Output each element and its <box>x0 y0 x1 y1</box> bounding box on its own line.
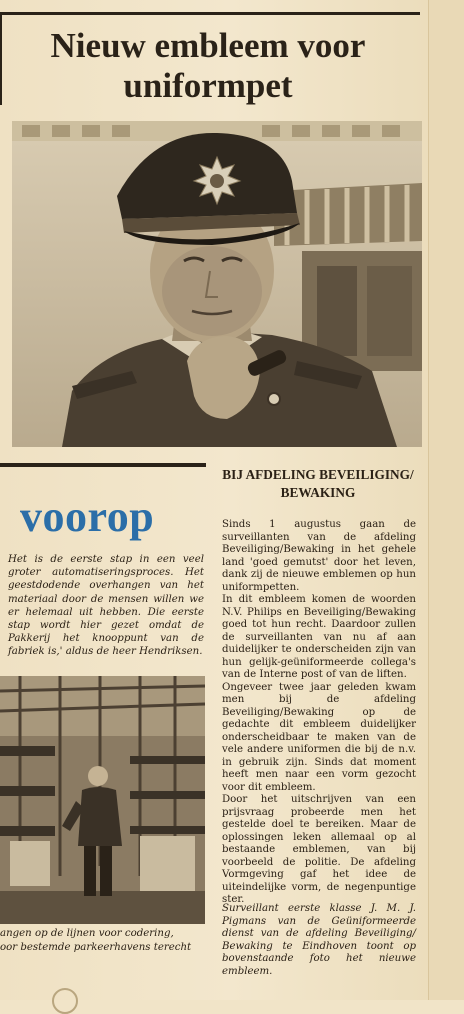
section-rule <box>0 463 206 467</box>
photo-caption: Surveillant eerste klasse J. M. J. Pigmans van de Geüniformeerde dienst van de afdeling Beveiliging/ Bewaking te Eindhoven toont op bovenstaande foto het nieuwe embleem. <box>222 903 416 977</box>
body-paragraph: In dit embleem komen de woorden N.V. Philips en Beveiliging/Bewaking goed tot hun recht. Daardoor zullen de surveillanten van nu af aan duidelijker te onderscheiden zijn van hun gelijk-geüniformeerde collega's van de Interne post of van de liften. <box>222 594 416 680</box>
headline: Nieuw embleem voor uniformpet <box>50 26 366 105</box>
article-subhead: BIJ AFDELING BEVEILIGING/ BEWAKING <box>222 467 414 500</box>
intro-paragraph: Het is de eerste stap in een veel groter automatiseringsproces. Het geestdodende overhangen van het materiaal door de mensen willen we er helemaal uit hebben. Die eerste stap wordt hier gezet omdat de Pakkerij het knooppunt van de fabriek is,' aldus de heer Hendriksen. <box>8 554 204 658</box>
factory-caption-line-2: oor bestemde parkeerhavens terecht <box>0 942 192 953</box>
body-paragraph: Sinds 1 augustus gaan de surveillanten van de afdeling Beveiliging/Bewaking in het gehele land 'goed gemutst' door het leven, dank zij de nieuwe emblemen op hun uniformpetten. <box>222 519 416 593</box>
factory-caption-line-1: angen op de lijnen voor codering, <box>0 928 174 939</box>
body-paragraph: Door het uitschrijven van een prijsvraag probeerde men het gestelde doel te bereiken. Maar de oplossingen leken allemaal op al bestaande emblemen, van bij voorbeeld de politie. De afdeling Vormgeving gaf het idee de uiteindelijke vorm, de negenpuntige ster. <box>222 794 416 905</box>
body-paragraph: Ongeveer twee jaar geleden kwam men bij de afdeling Beveiliging/Bewaking op de gedachte dit embleem duidelijker onderscheidbaar te maken van de vele andere uniformen die bij de n.v. in gebruik zijn. Sinds dat moment heeft men naar een vorm gezocht voor dit embleem. <box>222 681 416 793</box>
guard-photo <box>12 121 422 447</box>
factory-photo <box>0 676 205 924</box>
article-body <box>222 519 416 907</box>
punch-hole <box>52 988 78 1014</box>
section-title: voorop <box>20 492 155 541</box>
left-column-rule <box>0 15 2 105</box>
top-rule <box>0 12 420 15</box>
page-edge <box>428 0 464 1000</box>
factory-caption <box>0 927 206 955</box>
